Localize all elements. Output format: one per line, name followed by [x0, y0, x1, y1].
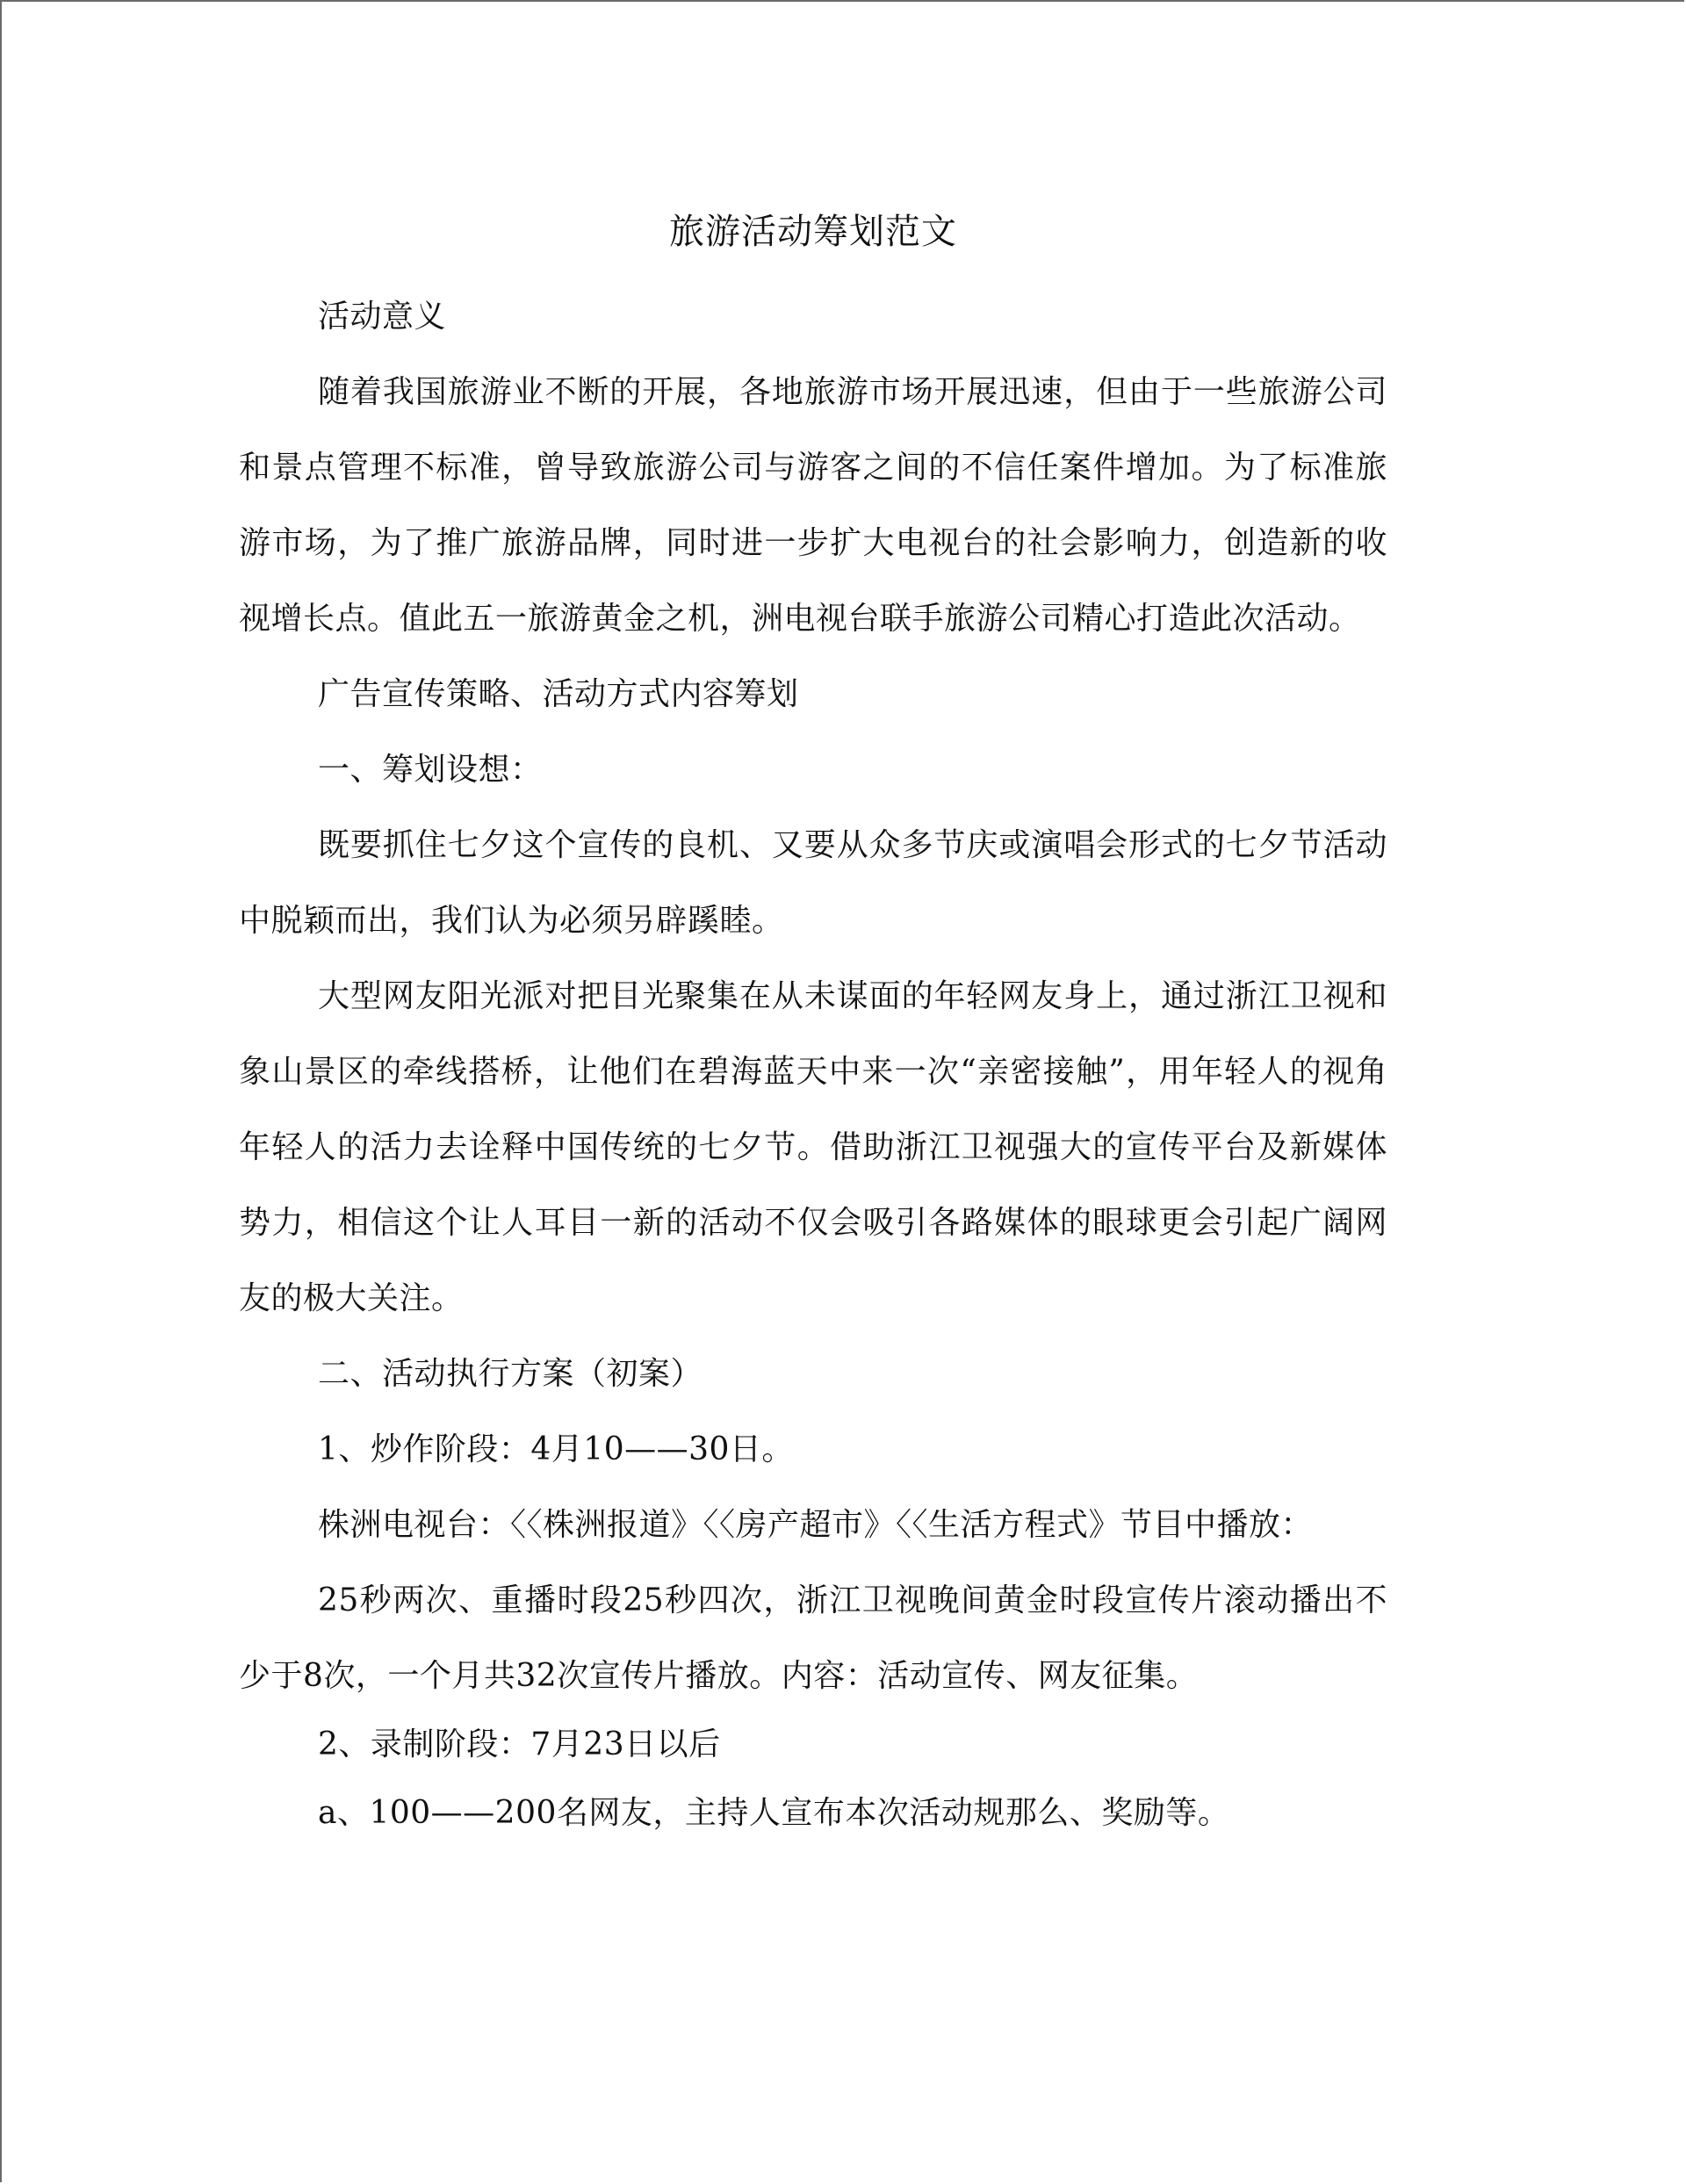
heading-ad-strategy: 广告宣传策略、活动方式内容筹划 [318, 676, 799, 712]
item-recording-stage: 2、录制阶段：7月23日以后 [318, 1726, 721, 1762]
paragraph-tv-programs: 株洲电视台：〈〈株洲报道》〈〈房产超市》〈〈生活方程式》节目中播放： [318, 1507, 1314, 1543]
document-title: 旅游活动筹划范文 [669, 212, 957, 252]
item-hype-stage: 1、炒作阶段：4月10——30日。 [318, 1431, 794, 1467]
heading-planning-idea: 一、筹划设想： [318, 752, 543, 788]
heading-activity-significance: 活动意义 [318, 299, 447, 335]
paragraph-party-description: 大型网友阳光派对把目光聚集在从未谋面的年轻网友身上，通过浙江卫视和象山景区的牵线搭桥，让他们在碧海蓝天中来一次“亲密接触”，用年轻人的视角年轻人的活力去诠释中国传统的七夕节。借助浙江卫视强大的宣传平台及新媒体势力，相信这个让人耳目一新的活动不仅会吸引各路媒体的眼球更会引起广阔网友的极大关注。 [239, 978, 1387, 1316]
paragraph-broadcast-schedule: 25秒两次、重播时段25秒四次，浙江卫视晚间黄金时段宣传片滚动播出不少于8次，一个月共32次宣传片播放。内容：活动宣传、网友征集。 [239, 1582, 1387, 1694]
document-body [239, 204, 1387, 1851]
paragraph-background: 随着我国旅游业不断的开展，各地旅游市场开展迅速，但由于一些旅游公司和景点管理不标准，曾导致旅游公司与游客之间的不信任案件增加。为了标准旅游市场，为了推广旅游品牌，同时进一步扩大电视台的社会影响力，创造新的收视增长点。值此五一旅游黄金之机，洲电视台联手旅游公司精心打造此次活动。 [239, 374, 1387, 637]
item-netizen-rules: a、100——200名网友，主持人宣布本次活动规那么、奖励等。 [318, 1795, 1230, 1831]
heading-execution-plan: 二、活动执行方案（初案） [318, 1356, 703, 1392]
paragraph-qixi-opportunity: 既要抓住七夕这个宣传的良机、又要从众多节庆或演唱会形式的七夕节活动中脱颖而出，我们认为必须另辟蹊睦。 [239, 827, 1387, 939]
